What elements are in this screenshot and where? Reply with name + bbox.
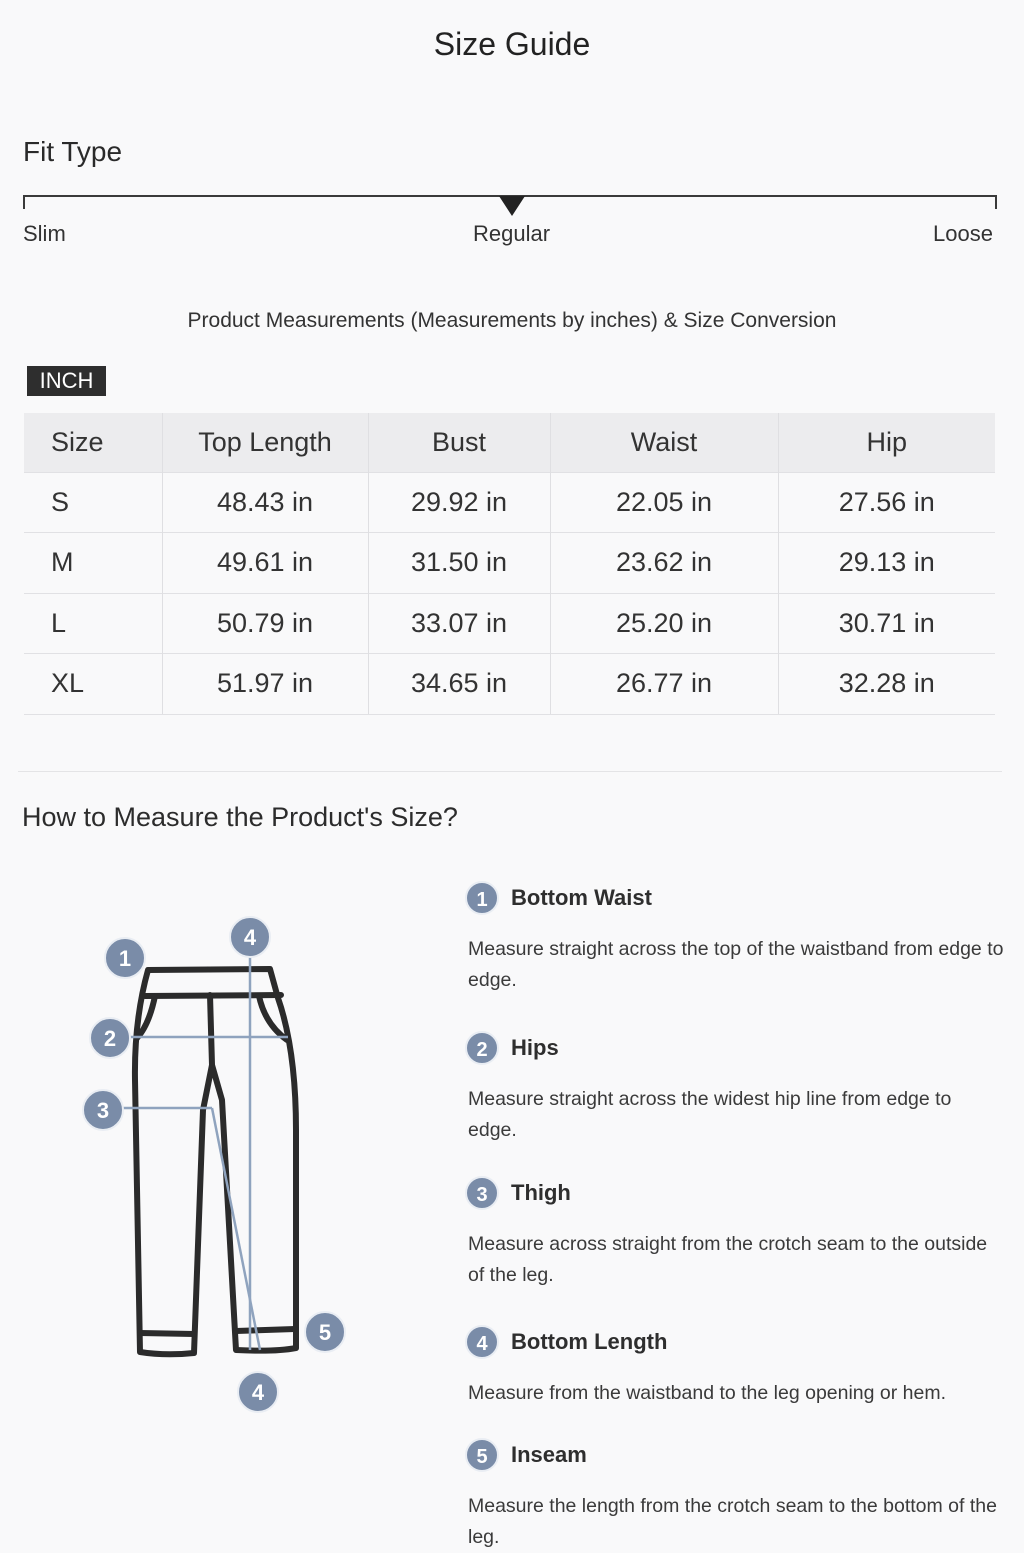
table-row	[24, 472, 995, 533]
step-number-badge: 1	[465, 881, 499, 915]
step-bottom-length	[465, 1324, 1005, 1409]
step-title: Inseam	[511, 1442, 587, 1467]
step-number-badge: 5	[465, 1438, 499, 1472]
table-cell: 33.07 in	[368, 593, 550, 654]
table-row	[24, 533, 995, 594]
table-cell: 23.62 in	[550, 533, 778, 594]
fit-label-slim: Slim	[23, 221, 66, 246]
marker-label: 3	[96, 1098, 110, 1123]
table-cell: 49.61 in	[162, 533, 368, 594]
measurements-title: Product Measurements (Measurements by inches) & Size Conversion	[187, 309, 837, 332]
step-thigh	[465, 1175, 1005, 1291]
unit-badge: INCH	[27, 366, 106, 396]
table-cell-size: L	[24, 593, 162, 654]
diagram-marker-2	[90, 1018, 130, 1058]
section-divider	[18, 771, 1002, 772]
table-cell: 32.28 in	[778, 654, 995, 715]
table-cell: 50.79 in	[162, 593, 368, 654]
step-title: Bottom Waist	[511, 885, 652, 910]
table-cell: 30.71 in	[778, 593, 995, 654]
diagram-marker-3	[83, 1090, 123, 1130]
pants-diagram	[60, 900, 390, 1420]
step-number-badge: 3	[465, 1176, 499, 1210]
step-description: Measure across straight from the crotch seam to the outside of the leg.	[468, 1233, 988, 1286]
how-to-measure-heading: How to Measure the Product's Size?	[22, 802, 458, 832]
fit-label-regular: Regular	[473, 221, 551, 246]
diagram-marker-4-top	[230, 917, 270, 957]
step-header	[465, 1324, 1005, 1360]
table-cell-size: XL	[24, 654, 162, 715]
table-cell-size: S	[24, 472, 162, 533]
step-title: Hips	[511, 1035, 559, 1060]
step-inseam	[465, 1437, 1005, 1553]
column-header-size: Size	[24, 413, 162, 472]
marker-label: 1	[118, 946, 132, 971]
page-title: Size Guide	[433, 26, 591, 62]
column-header-hip: Hip	[778, 413, 995, 472]
table-cell: 29.92 in	[368, 472, 550, 533]
marker-label: 4	[243, 925, 257, 950]
table-header-row	[24, 413, 995, 472]
column-header-waist: Waist	[550, 413, 778, 472]
step-header	[465, 1030, 1005, 1066]
fit-scale-tick-right	[995, 195, 997, 209]
fit-scale-tick-left	[23, 195, 25, 209]
table-row	[24, 654, 995, 715]
step-header	[465, 1437, 1005, 1473]
step-header	[465, 880, 1005, 916]
diagram-marker-1	[105, 938, 145, 978]
marker-label: 4	[251, 1380, 265, 1405]
step-hips	[465, 1030, 1005, 1146]
table-cell: 22.05 in	[550, 472, 778, 533]
step-header	[465, 1175, 1005, 1211]
table-cell: 26.77 in	[550, 654, 778, 715]
table-cell: 34.65 in	[368, 654, 550, 715]
table-cell: 29.13 in	[778, 533, 995, 594]
column-header-top-length: Top Length	[162, 413, 368, 472]
size-table	[24, 413, 995, 715]
step-number-badge: 2	[465, 1031, 499, 1065]
table-cell: 25.20 in	[550, 593, 778, 654]
diagram-marker-5	[305, 1312, 345, 1352]
step-description: Measure straight across the top of the waistband from edge to edge.	[468, 938, 1004, 991]
table-cell: 51.97 in	[162, 654, 368, 715]
fit-type-heading: Fit Type	[23, 136, 123, 167]
fit-marker-triangle-icon	[499, 196, 525, 216]
marker-label: 2	[103, 1026, 117, 1051]
table-row	[24, 593, 995, 654]
marker-label: 5	[318, 1320, 332, 1345]
step-description: Measure the length from the crotch seam to the bottom of the leg.	[468, 1495, 997, 1548]
step-description: Measure from the waistband to the leg opening or hem.	[468, 1382, 947, 1404]
column-header-bust: Bust	[368, 413, 550, 472]
table-cell: 27.56 in	[778, 472, 995, 533]
table-cell: 31.50 in	[368, 533, 550, 594]
fit-label-loose: Loose	[933, 221, 993, 246]
step-bottom-waist	[465, 880, 1005, 996]
diagram-marker-4-bottom	[238, 1372, 278, 1412]
table-cell: 48.43 in	[162, 472, 368, 533]
step-description: Measure straight across the widest hip line from edge to edge.	[468, 1088, 952, 1141]
fit-type-scale	[23, 193, 997, 209]
pants-outline-icon	[135, 969, 296, 1354]
step-number-badge: 4	[465, 1325, 499, 1359]
step-title: Bottom Length	[511, 1329, 668, 1354]
step-title: Thigh	[511, 1180, 571, 1205]
table-cell-size: M	[24, 533, 162, 594]
